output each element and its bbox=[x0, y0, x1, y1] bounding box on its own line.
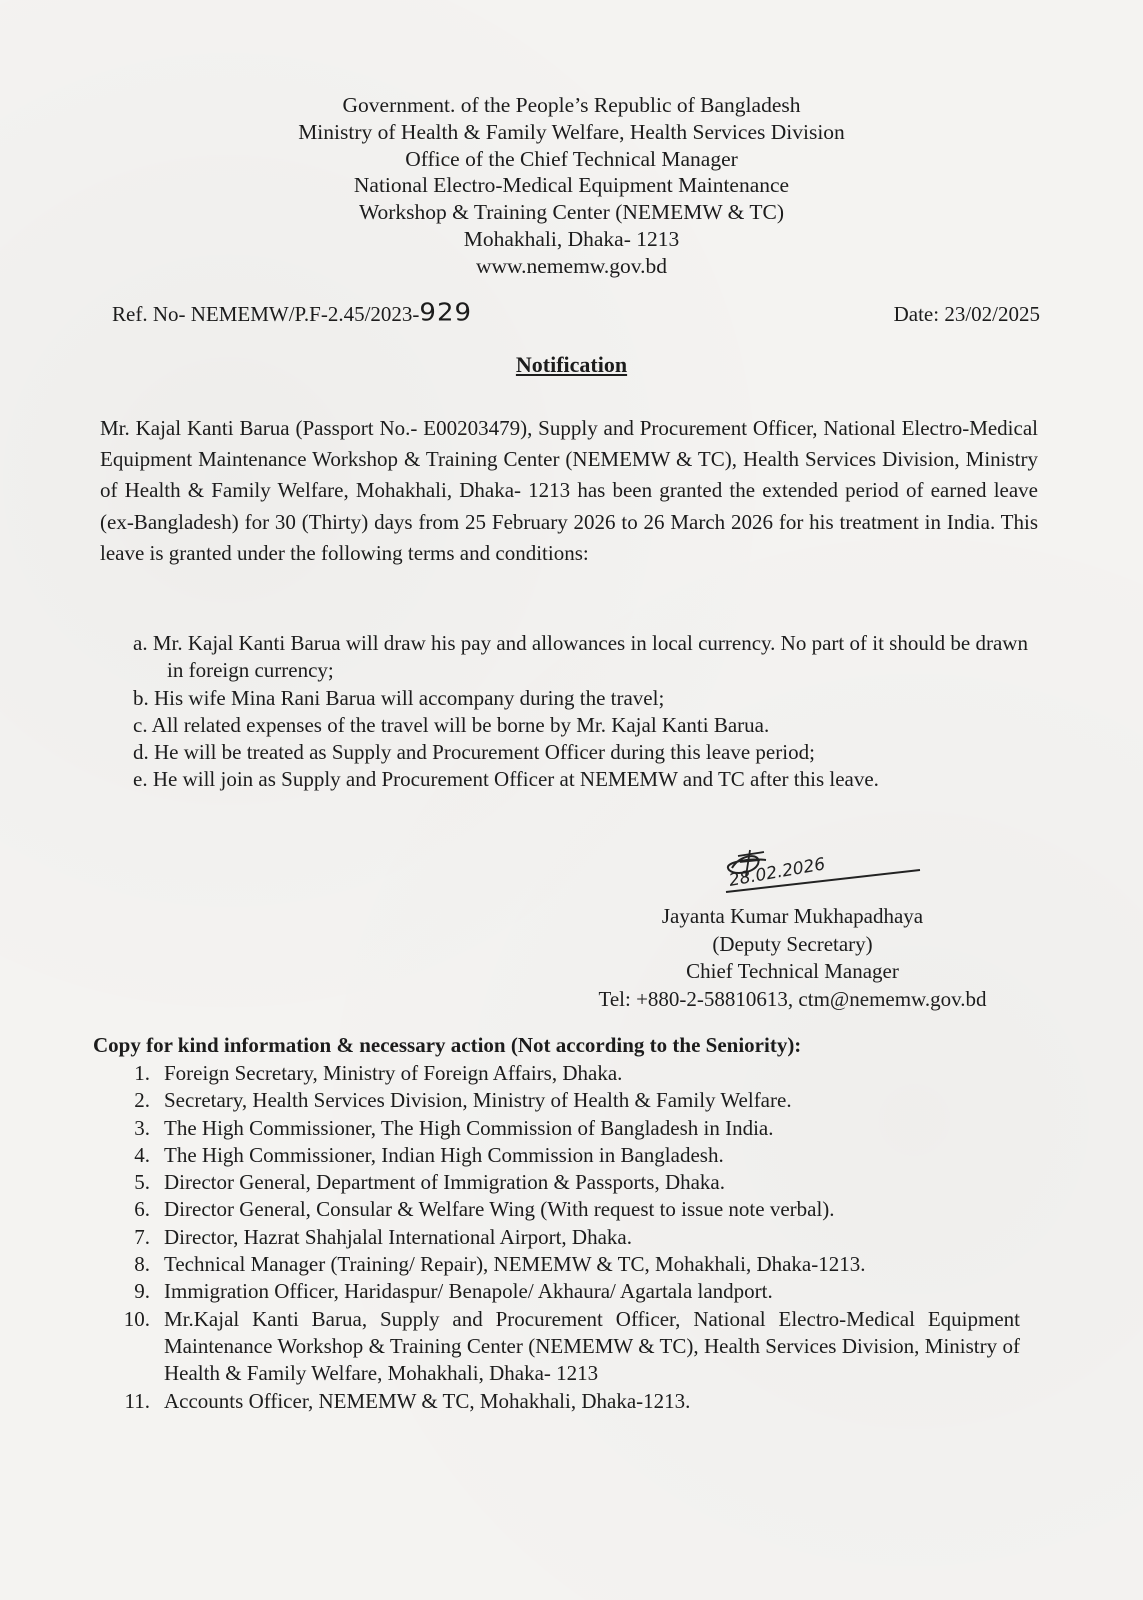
copy-to-number: 6. bbox=[134, 1197, 150, 1222]
copy-to-item bbox=[100, 1115, 1020, 1142]
condition-text: He will join as Supply and Procurement Officer at NEMEMW and TC after this leave. bbox=[152, 767, 879, 792]
issue-date: Date: 23/02/2025 bbox=[893, 302, 1040, 326]
condition-text: He will be treated as Supply and Procurement Officer during this leave period; bbox=[154, 740, 815, 765]
reference-row bbox=[112, 298, 1040, 328]
copy-to-number: 1. bbox=[134, 1061, 150, 1085]
copy-to-item bbox=[100, 1388, 1020, 1415]
copy-to-item bbox=[100, 1169, 1020, 1196]
condition-item bbox=[133, 739, 1038, 766]
condition-marker: d. bbox=[133, 740, 149, 765]
copy-to-number: 10. bbox=[123, 1306, 150, 1331]
condition-text: Mr. Kajal Kanti Barua will draw his pay and allowances in local currency. No part of it should be drawn in foreign currency; bbox=[152, 631, 1028, 683]
signatory-name: Jayanta Kumar Mukhapadhaya bbox=[661, 904, 924, 928]
copy-to-number: 11. bbox=[124, 1388, 150, 1413]
reference-number bbox=[112, 298, 472, 328]
copy-to-item bbox=[100, 1306, 1020, 1388]
letterhead bbox=[0, 92, 1143, 280]
condition-item bbox=[133, 630, 1038, 685]
copy-to-text: Director, Hazrat Shahjalal International Airport, Dhaka. bbox=[164, 1224, 632, 1249]
copy-to-number: 9. bbox=[134, 1279, 150, 1304]
copy-to-list bbox=[100, 1060, 1020, 1415]
copy-to-item bbox=[100, 1278, 1020, 1305]
signatory-designation: Chief Technical Manager bbox=[686, 959, 899, 983]
condition-text: His wife Mina Rani Barua will accompany during the travel; bbox=[154, 685, 665, 710]
copy-to-text: Secretary, Health Services Division, Ministry of Health & Family Welfare. bbox=[164, 1088, 792, 1113]
condition-marker: a. bbox=[133, 631, 148, 655]
condition-item bbox=[133, 685, 1038, 712]
copy-to-number: 2. bbox=[134, 1088, 150, 1113]
copy-to-text: The High Commissioner, Indian High Commission in Bangladesh. bbox=[164, 1142, 724, 1167]
copy-to-text: Director General, Consular & Welfare Wing (With request to issue note verbal). bbox=[164, 1197, 835, 1222]
copy-to-number: 3. bbox=[134, 1115, 150, 1140]
signature-date: 28.02.2026 bbox=[727, 854, 827, 891]
letterhead-line-government: Government. of the People’s Republic of Bangladesh bbox=[342, 93, 801, 117]
condition-item bbox=[133, 766, 1038, 793]
copy-to-item bbox=[100, 1224, 1020, 1251]
copy-to-text: Foreign Secretary, Ministry of Foreign Affairs, Dhaka. bbox=[164, 1061, 623, 1085]
copy-to-text: Technical Manager (Training/ Repair), NEMEMW & TC, Mohakhali, Dhaka-1213. bbox=[164, 1252, 866, 1277]
condition-marker: c. bbox=[133, 712, 148, 737]
reference-handwritten-number: 929 bbox=[419, 298, 473, 328]
copy-to-item bbox=[100, 1196, 1020, 1223]
copy-to-item bbox=[100, 1060, 1020, 1087]
signatory-contact: Tel: +880-2-58810613, ctm@nememw.gov.bd bbox=[598, 986, 987, 1011]
letterhead-line-institution: National Electro-Medical Equipment Maintenance bbox=[353, 173, 790, 198]
signatory-block bbox=[575, 903, 1010, 1013]
condition-marker: e. bbox=[133, 767, 148, 792]
copy-to-text: Immigration Officer, Haridaspur/ Benapole/ Akhaura/ Agartala landport. bbox=[164, 1279, 773, 1304]
copy-to-text: Mr.Kajal Kanti Barua, Supply and Procurement Officer, National Electro-Medical Equipment Maintenance Workshop & Training Center (NEMEMW & TC), Health Services Division, Ministry of Health & Family Welfare, Mohakhali, Dhaka- 1213 bbox=[164, 1306, 1020, 1386]
condition-text: All related expenses of the travel will be borne by Mr. Kajal Kanti Barua. bbox=[151, 712, 770, 737]
letterhead-line-website: www.nememw.gov.bd bbox=[475, 253, 668, 278]
copy-to-text: Accounts Officer, NEMEMW & TC, Mohakhali, Dhaka-1213. bbox=[164, 1388, 691, 1413]
reference-prefix: Ref. No- NEMEMW/P.F-2.45/2023- bbox=[112, 302, 420, 326]
copy-to-number: 7. bbox=[134, 1224, 150, 1249]
letterhead-line-ministry: Ministry of Health & Family Welfare, Health Services Division bbox=[298, 119, 845, 144]
copy-to-heading: Copy for kind information & necessary action (Not according to the Seniority): bbox=[93, 1033, 802, 1057]
condition-item bbox=[133, 712, 1038, 739]
copy-to-number: 8. bbox=[134, 1252, 150, 1277]
notification-body: Mr. Kajal Kanti Barua (Passport No.- E00203479), Supply and Procurement Officer, National Electro-Medical Equipment Maintenance Workshop & Training Center (NEMEMW & TC), Health Services Division, Ministry of Health & Family Welfare, Mohakhali, Dhaka- 1213 has been granted the extended period of earned leave (ex-Bangladesh) for 30 (Thirty) days from 25 February 2026 to 26 March 2026 for his treatment in India. This leave is granted under the following terms and conditions: bbox=[100, 416, 1038, 565]
condition-marker: b. bbox=[133, 685, 149, 710]
copy-to-number: 4. bbox=[134, 1142, 150, 1167]
conditions-list bbox=[133, 630, 1038, 794]
copy-to-item bbox=[100, 1142, 1020, 1169]
handwritten-signature bbox=[720, 846, 940, 896]
copy-to-number: 5. bbox=[134, 1170, 150, 1195]
letterhead-line-institution-cont: Workshop & Training Center (NEMEMW & TC) bbox=[358, 200, 785, 225]
copy-to-text: Director General, Department of Immigration & Passports, Dhaka. bbox=[164, 1170, 726, 1195]
copy-to-item bbox=[100, 1087, 1020, 1114]
copy-to-item bbox=[100, 1251, 1020, 1278]
copy-to-text: The High Commissioner, The High Commission of Bangladesh in India. bbox=[164, 1115, 774, 1140]
signatory-rank: (Deputy Secretary) bbox=[712, 931, 873, 956]
document-title: Notification bbox=[515, 352, 628, 377]
letterhead-line-office: Office of the Chief Technical Manager bbox=[405, 146, 738, 171]
letterhead-line-address: Mohakhali, Dhaka- 1213 bbox=[463, 226, 680, 251]
